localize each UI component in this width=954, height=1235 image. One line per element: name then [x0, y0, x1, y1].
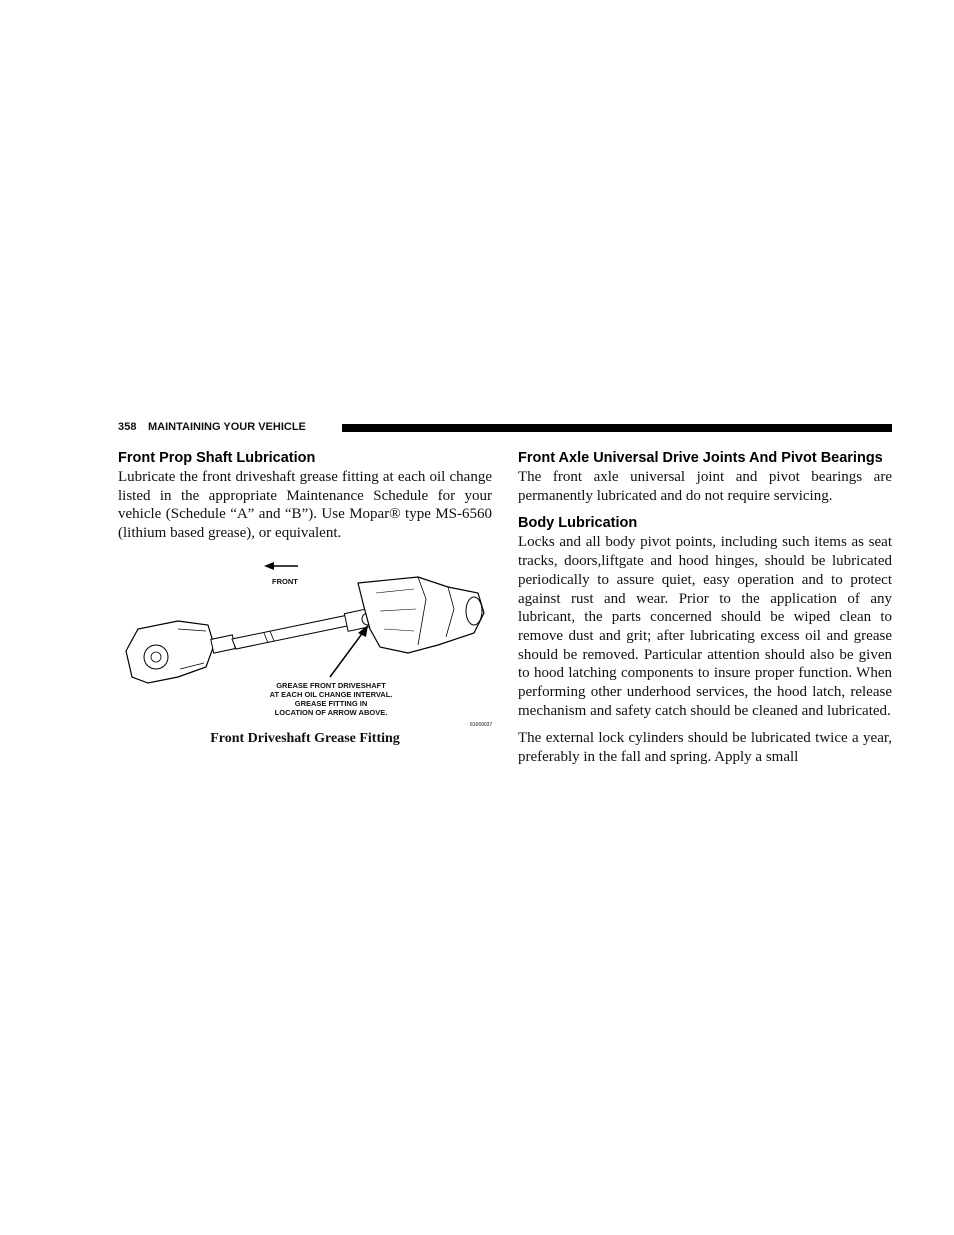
section-title: MAINTAINING YOUR VEHICLE: [148, 421, 306, 433]
heading-front-axle: Front Axle Universal Drive Joints And Pivot Bearings: [518, 450, 883, 466]
page-number: 358: [118, 421, 137, 433]
driveshaft-figure: [118, 559, 492, 754]
callout-line: GREASE FRONT DRIVESHAFT: [276, 680, 386, 690]
right-column: [518, 449, 892, 767]
paragraph-lock-cylinders: The external lock cylinders should be lubricated twice a year, preferably in the fall and spring. Apply a small: [518, 730, 892, 766]
figure-caption: Front Driveshaft Grease Fitting: [210, 730, 400, 746]
front-label: FRONT: [272, 576, 298, 586]
paragraph-front-axle: The front axle universal joint and pivot bearings are permanently lubricated and do not require servicing.: [518, 469, 892, 504]
page-header: [118, 420, 892, 436]
heading-body-lubrication: Body Lubrication: [518, 515, 638, 532]
grease-callout: [256, 681, 406, 717]
left-column: [118, 449, 492, 754]
paragraph-body-lubrication: Locks and all body pivot points, including such items as seat tracks, doors,liftgate and hood hinges, should be lubricated periodically to assure quiet, easy operation and to protect against rust and wear. Prior to the application of any lubricant, the parts concerned should be wiped clean to remove dust and grit; after lubricating excess oil and grease should be removed. Particular attention should also be given to hood latching components to insure proper function. When performing other underhood services, the hood latch, release mechanism and safety catch should be cleaned and lubricated.: [518, 534, 892, 719]
callout-line: LOCATION OF ARROW ABOVE.: [274, 707, 388, 717]
paragraph-front-prop-shaft: Lubricate the front driveshaft grease fitting at each oil change listed in the appropriate Maintenance Schedule for your vehicle (Schedule “A” and “B”). Use Mopar® type MS-6560 (lithium based grease), or equivalent.: [118, 469, 492, 542]
heading-front-prop-shaft: Front Prop Shaft Lubrication: [118, 450, 316, 466]
figure-id: 81669037: [470, 721, 493, 728]
callout-line: AT EACH OIL CHANGE INTERVAL.: [269, 689, 393, 699]
callout-line: GREASE FITTING IN: [294, 698, 368, 708]
header-rule: [342, 424, 892, 432]
